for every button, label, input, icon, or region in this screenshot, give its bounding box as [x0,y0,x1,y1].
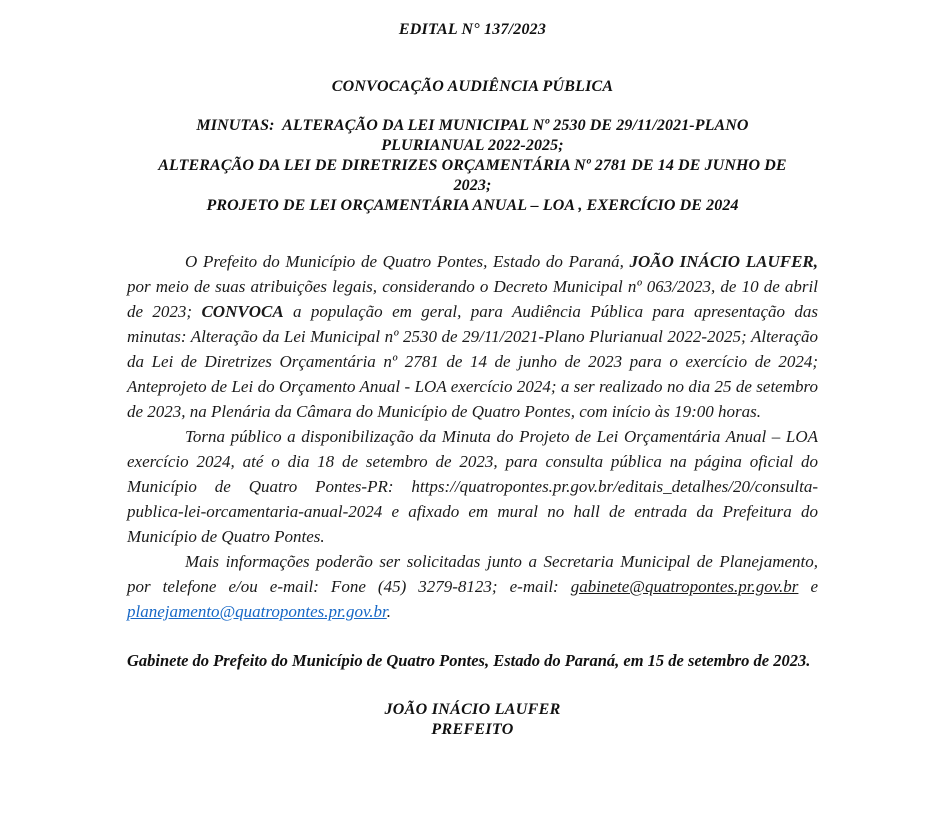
text-segment: JOÃO INÁCIO LAUFER, [629,252,818,271]
text-segment: e [798,577,819,596]
heading-line-4: 2023; [453,177,492,194]
text-segment: a população em geral, para Audiência Pública para apresentação das minutas: Alteração da Lei Municipal nº 2530 de 29/11/2021-Plano Plurianual 2022-2025; Alteração da Lei de Diretrizes Orçamentária nº 2781 de 14 de junho de 2023 para o exercício de 2024; Anteprojeto de Lei do Orçamento Anual - LOA exercício 2024; a ser realizado no dia 25 de setembro de 2023, na Plenária da Câmara do Município de Quatro Pontes, com início às 19:00 horas. [127,302,818,421]
text-segment: por meio de suas atribuições legais, considerando o Decreto Municipal nº 063/2023, de 10 de abril de 2023; [127,277,818,321]
paragraph-contact [127,549,818,624]
heading-line-5: PROJETO DE LEI ORÇAMENTÁRIA ANUAL – LOA , EXERCÍCIO DE 2024 [206,197,739,214]
email-link[interactable]: planejamento@quatropontes.pr.gov.br [127,602,387,621]
signature-name: JOÃO INÁCIO LAUFER [384,701,561,718]
signature-block [127,700,818,740]
text-segment: CONVOCA [201,302,284,321]
text-segment: O Prefeito do Município de Quatro Pontes, Estado do Paraná, [185,252,630,271]
text-segment: . [386,602,392,621]
paragraph-convocation [127,249,818,424]
heading-line-2: PLURIANUAL 2022-2025; [381,137,564,154]
email-link[interactable]: gabinete@quatropontes.pr.gov.br [570,577,799,596]
paragraph-publication [127,424,818,549]
document-subtitle: CONVOCAÇÃO AUDIÊNCIA PÚBLICA [331,78,614,95]
text-segment: Torna público a disponibilização da Minuta do Projeto de Lei Orçamentária Anual – LOA exercício 2024, até o dia 18 de setembro de 2023, para consulta pública na página oficial do Município de Quatro Pontes-PR: https://quatropontes.pr.gov.br/editais_detalhes/20/consulta-publica-lei-orcamentaria-anual-2024 e afixado em mural no hall de entrada da Prefeitura do Município de Quatro Pontes. [127,427,818,546]
text-segment: Mais informações poderão ser solicitadas junto a Secretaria Municipal de Planejamento, por telefone e/ou e-mail: Fone (45) 3279-8123; e-mail: [127,552,818,596]
heading-line-3: ALTERAÇÃO DA LEI DE DIRETRIZES ORÇAMENTÁRIA Nº 2781 DE 14 DE JUNHO DE [158,157,787,174]
document-heading-block [127,116,818,216]
signature-role: PREFEITO [431,721,514,738]
closing-statement: Gabinete do Prefeito do Município de Quatro Pontes, Estado do Paraná, em 15 de setembro de 2023. [127,651,811,670]
document-body [127,249,818,624]
document-title: EDITAL N° 137/2023 [398,21,547,38]
heading-line-1: MINUTAS: ALTERAÇÃO DA LEI MUNICIPAL Nº 2530 DE 29/11/2021-PLANO [196,117,749,134]
